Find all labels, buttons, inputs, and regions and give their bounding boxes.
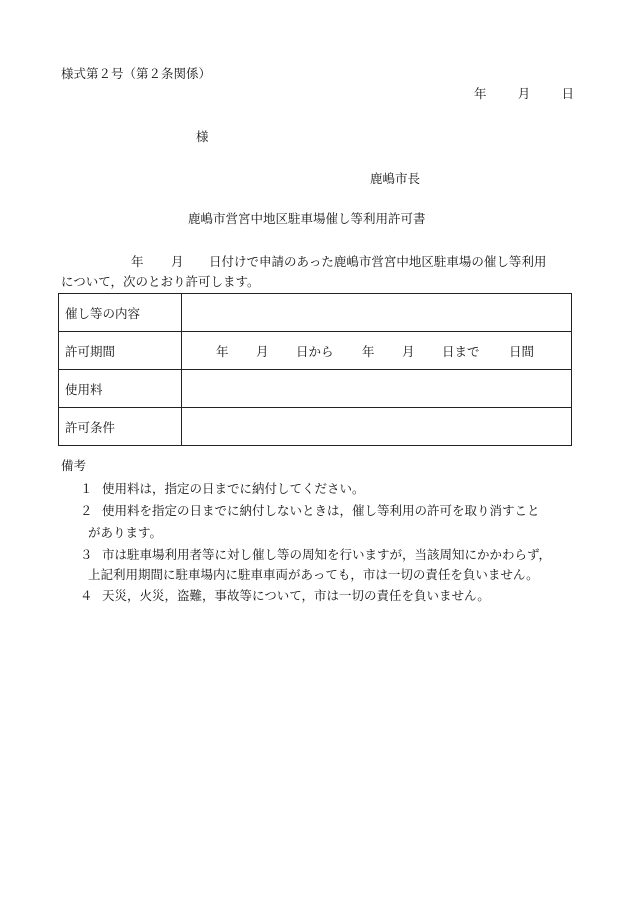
note-text-continued: 上記利用期間に駐車場内に駐車車両があっても，市は一切の責任を負いません。: [88, 567, 539, 582]
row-value-content: [182, 294, 572, 332]
table-row: [59, 332, 572, 370]
note-number: ２: [80, 503, 93, 518]
period-days: 日間: [509, 343, 535, 359]
date-month: 月: [517, 86, 531, 101]
table-row: [59, 370, 572, 408]
body-text-rest: 日付けで申請のあった鹿嶋市営宮中地区駐車場の催し等利用: [209, 254, 547, 269]
note-text: 使用料は，指定の日までに納付してください。: [102, 481, 365, 496]
issuer: 鹿嶋市長: [370, 171, 421, 186]
date-line: [474, 88, 574, 101]
note-item: [80, 505, 540, 518]
row-label-fee: 使用料: [59, 370, 182, 408]
period-from-month: 月: [256, 343, 269, 359]
note-item: [80, 590, 490, 603]
body-year: 年: [131, 254, 144, 269]
date-year: 年: [474, 86, 487, 101]
body-month: 月: [171, 254, 184, 269]
note-text-continued: があります。: [88, 525, 163, 540]
table-row: [59, 408, 572, 446]
note-text: 天災，火災，盗難，事故等について，市は一切の責任を負いません。: [102, 588, 490, 603]
note-number: １: [80, 481, 93, 496]
period-to-day: 日まで: [442, 343, 480, 359]
date-day: 日: [561, 86, 574, 101]
addressee: 様: [196, 129, 209, 144]
table-row: [59, 294, 572, 332]
row-label-period: 許可期間: [59, 332, 182, 370]
note-text: 市は駐車場利用者等に対し催し等の周知を行いますが，当該周知にかかわらず，: [102, 547, 552, 562]
row-label-content: 催し等の内容: [59, 294, 182, 332]
period-from-year: 年: [216, 343, 229, 359]
period-to-month: 月: [402, 343, 415, 359]
row-value-period: [182, 332, 572, 370]
note-text: 使用料を指定の日までに納付しないときは，催し等利用の許可を取り消すこと: [102, 503, 540, 518]
document-title: 鹿嶋市営宮中地区駐車場催し等利用許可書: [188, 211, 426, 226]
note-number: ３: [80, 547, 93, 562]
row-label-conditions: 許可条件: [59, 408, 182, 446]
form-number: 様式第２号（第２条関係）: [61, 66, 212, 81]
permit-table: [58, 293, 572, 446]
note-item: [80, 483, 365, 496]
note-number: ４: [80, 588, 93, 603]
row-value-fee: [182, 370, 572, 408]
row-value-conditions: [182, 408, 572, 446]
period-from-day: 日から: [296, 343, 334, 359]
notes-heading: 備考: [61, 458, 87, 473]
period-to-year: 年: [362, 343, 375, 359]
body-text-line-2: について，次のとおり許可します。: [61, 274, 260, 289]
note-item: [80, 549, 551, 562]
